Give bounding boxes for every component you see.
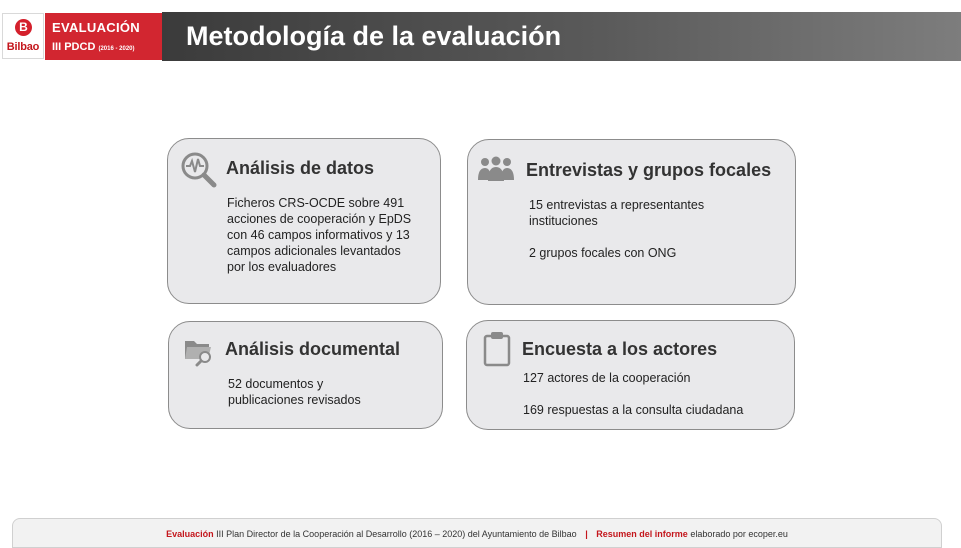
eval-plan-label: III PDCD [52, 41, 96, 53]
card-title: Análisis documental [225, 339, 401, 359]
card-analisis-datos [167, 138, 441, 304]
page-title: Metodología de la evaluación [186, 21, 562, 51]
card-analisis-documental [168, 321, 443, 429]
card-line: Ficheros CRS-OCDE sobre 491 acciones de cooperación y EpDS con 46 campos informativos y 13 campos adicionales levantados por los evaluadores [227, 196, 412, 274]
clipboard-icon [482, 331, 512, 367]
eval-plan [52, 41, 135, 53]
card-title: Entrevistas y grupos focales [526, 160, 772, 180]
card-title: Análisis de datos [226, 158, 375, 178]
footer-plan-text: III Plan Director de la Cooperación al Desarrollo (2016 – 2020) del Ayuntamiento de Bilbao [216, 529, 577, 539]
card-line: 127 actores de la cooperación [523, 371, 691, 385]
footer-separator: | [585, 529, 588, 539]
logo-letter: B [15, 19, 32, 36]
card-line: 52 documentos y publicaciones revisados [228, 377, 361, 407]
footer-summary-label: Resumen del informe [596, 529, 688, 539]
card-body [529, 197, 729, 261]
logo-city: Bilbao [6, 41, 40, 53]
footer-eval-label: Evaluación [166, 529, 214, 539]
magnifier-pulse-icon [180, 151, 218, 189]
card-body [523, 370, 783, 418]
people-group-icon [477, 156, 515, 182]
card-body [227, 195, 417, 275]
footer-text [13, 529, 941, 539]
card-encuesta [466, 320, 795, 430]
title-bar [162, 12, 961, 61]
folder-search-icon [183, 335, 217, 367]
footer [12, 518, 942, 548]
evaluation-badge [45, 13, 162, 60]
card-line: 169 respuestas a la consulta ciudadana [523, 403, 744, 417]
eval-years: (2016 - 2020) [98, 46, 135, 52]
card-line: 2 grupos focales con ONG [529, 246, 677, 260]
card-title: Encuesta a los actores [522, 339, 718, 359]
card-line: 15 entrevistas a representantes instituciones [529, 198, 705, 228]
eval-title: EVALUACIÓN [52, 20, 140, 35]
bilbao-logo [2, 13, 44, 59]
card-body [228, 376, 398, 408]
footer-credit-text: elaborado por ecoper.eu [690, 529, 788, 539]
card-entrevistas [467, 139, 796, 305]
header [0, 12, 961, 61]
